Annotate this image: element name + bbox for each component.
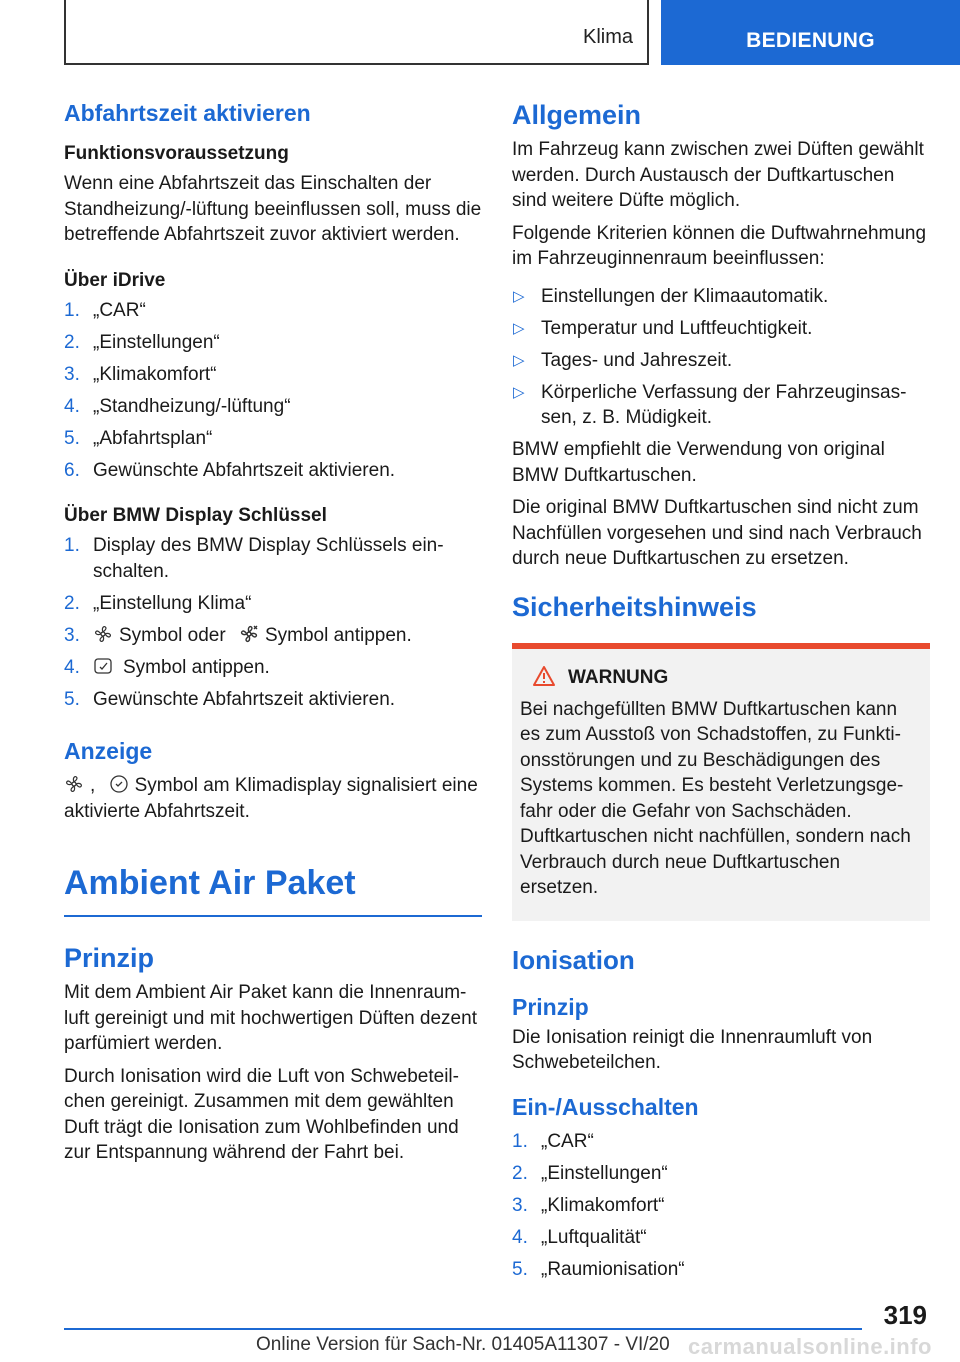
heading-prinzip: Prinzip xyxy=(64,943,155,973)
criteria-list xyxy=(512,284,930,431)
heading-ionisation-prinzip: Prinzip xyxy=(512,993,589,1020)
list-item: ▷ Temperatur und Luftfeuchtigkeit. xyxy=(513,317,813,339)
list-item: 2. „Einstellung Klima“ xyxy=(64,592,252,614)
subheading-idrive: Über iDrive xyxy=(64,269,166,291)
list-item: ▷ Einstellungen der Klimaautomatik. xyxy=(513,285,829,307)
list-item: 1. „CAR“ xyxy=(512,1130,594,1152)
anzeige-text: , Symbol am Klimadisplay signalisiert eine aktivierte Abfahrtszeit. xyxy=(64,775,478,822)
section-tab: BEDIENUNG xyxy=(661,0,960,65)
heading-abfahrtszeit: Abfahrtszeit aktivieren xyxy=(64,100,311,126)
list-item: 2. „Einstellungen“ xyxy=(64,331,220,353)
list-item: 1. „CAR“ xyxy=(64,299,146,321)
allgemein-text-4: Die original BMW Duftkartuschen sind nicht zum Nachfüllen vorgesehen und sind nach Verbrauch durch neue Duftkartuschen zu ersetzen. xyxy=(512,497,922,569)
list-item: 4. Symbol antippen. xyxy=(64,656,270,678)
idrive-steps xyxy=(64,298,482,484)
fan-heat-icon xyxy=(93,624,113,644)
allgemein-text-2: Folgende Kriterien können die Duftwahrnehmung im Fahrzeuginnenraum beeinflussen: xyxy=(512,222,927,269)
list-item: 5. „Abfahrtsplan“ xyxy=(64,427,213,449)
heading-allgemein: Allgemein xyxy=(512,100,642,130)
list-item: 2. „Einstellungen“ xyxy=(512,1162,668,1184)
ionisation-text: Die Ionisation reinigt die Innenraumluft von Schwebeteilchen. xyxy=(512,1026,873,1073)
list-item: 3. Symbol oder Symbol antippen. xyxy=(64,624,412,646)
list-item: 6. Gewünschte Abfahrtszeit aktivieren. xyxy=(64,459,396,481)
header-chapter-box xyxy=(64,0,649,65)
left-column xyxy=(64,100,482,1173)
list-item: 4. „Luftqualität“ xyxy=(512,1226,647,1248)
heading-rule xyxy=(64,915,482,917)
warning-triangle-icon xyxy=(532,665,556,687)
heading-ionisation: Ionisation xyxy=(512,944,635,975)
warning-text: Bei nachgefüllten BMW Duftkartuschen kann es zum Ausstoß von Schadstoffen, zu Funktionsstörungen und zu Beschädigungen des Systems kommen. Es besteht Verletzungsgefahr oder die Gefahr von Sachschäden. Duftkartuschen nicht nachfüllen, sondern nach Verbrauch durch neue Duftkartuschen ersetzen. xyxy=(520,698,911,898)
right-column xyxy=(512,100,930,1289)
watermark: carmanualsonline.info xyxy=(688,1334,932,1359)
list-item: ▷ Körperliche Verfassung der Fahrzeuginsassen, z. B. Müdigkeit. xyxy=(513,381,907,428)
list-item: 4. „Standheizung/-lüftung“ xyxy=(64,395,291,417)
list-item: 3. „Klimakomfort“ xyxy=(64,363,217,385)
list-item: 3. „Klimakomfort“ xyxy=(512,1194,665,1216)
list-item: 1. Display des BMW Display Schlüssels einschalten. xyxy=(64,535,444,582)
fan-cool-icon xyxy=(239,624,259,644)
chapter-title: Klima xyxy=(582,26,633,48)
warning-title: WARNUNG xyxy=(520,667,922,689)
list-item: 5. „Raumionisation“ xyxy=(512,1258,685,1280)
precondition-text: Wenn eine Abfahrtszeit das Einschalten der Standheizung/-lüftung beeinflussen soll, muss die betreffende Abfahrtszeit zuvor aktiviert werden. xyxy=(64,173,482,245)
heading-ambient-air: Ambient Air Paket xyxy=(64,864,356,902)
subheading-precondition: Funktionsvoraussetzung xyxy=(64,143,289,164)
footer-rule xyxy=(64,1328,862,1330)
footer-online-version: Online Version für Sach-Nr. 01405A11307 - VI/20 xyxy=(256,1334,670,1355)
allgemein-text-1: Im Fahrzeug kann zwischen zwei Düften gewählt werden. Durch Austausch der Duftkartuschen sind weitere Düfte möglich. xyxy=(512,139,924,211)
ambient-text-2: Durch Ionisation wird die Luft von Schwebeteilchen gereinigt. Zusammen mit dem gewählten Duft trägt die Ionisation zum Wohlbefinden und zur Entspannung während der Fahrt bei. xyxy=(64,1065,459,1163)
list-item: ▷ Tages- und Jahreszeit. xyxy=(513,349,733,371)
fan-heat-icon xyxy=(64,774,84,794)
allgemein-text-3: BMW empfiehlt die Verwendung von original BMW Duftkartuschen. xyxy=(512,439,885,486)
subheading-display-key: Über BMW Display Schlüssel xyxy=(64,505,327,526)
ambient-text-1: Mit dem Ambient Air Paket kann die Innenraumluft gereinigt und mit hochwertigen Düften dezent parfümiert werden. xyxy=(64,982,477,1054)
ionisation-steps xyxy=(512,1129,930,1283)
heading-anzeige: Anzeige xyxy=(64,738,153,764)
warning-box xyxy=(512,643,930,921)
list-item: 5. Gewünschte Abfahrtszeit aktivieren. xyxy=(64,688,396,710)
timer-icon xyxy=(109,774,129,794)
page-number: 319 xyxy=(883,1300,927,1330)
display-key-steps xyxy=(64,533,482,712)
heading-ein-aus: Ein-/Ausschalten xyxy=(512,1093,699,1120)
heading-sicherheit: Sicherheitshinweis xyxy=(512,591,757,622)
clock-check-icon xyxy=(93,656,113,676)
